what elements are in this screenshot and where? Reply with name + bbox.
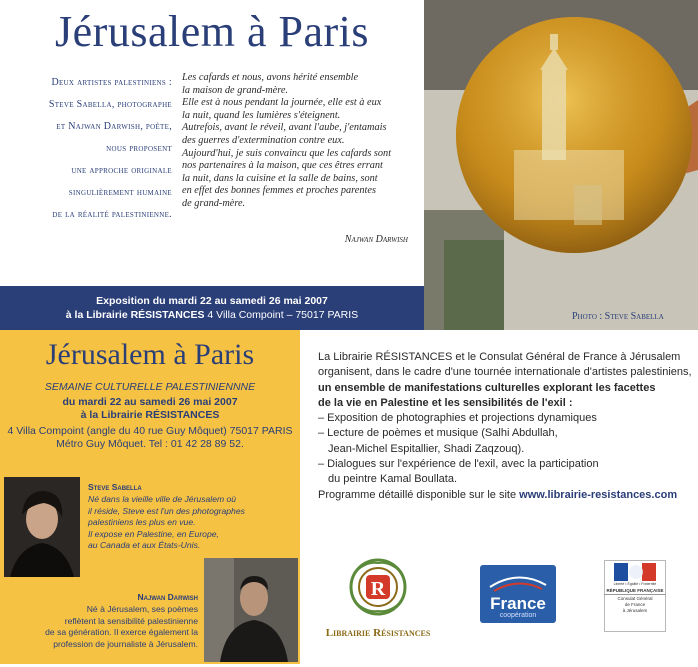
intro-line: et Najwan Darwish, poète, bbox=[56, 121, 172, 132]
poem-line: la nuit, dans la cuisine et la salle de bains, sont bbox=[182, 172, 378, 184]
bio-line: il réside, Steve est l'un des photographes bbox=[88, 505, 245, 516]
najwan-name: Najwan Darwish bbox=[137, 592, 198, 602]
librairie-letter: R bbox=[370, 578, 386, 600]
france-sub: coopération bbox=[499, 612, 537, 619]
program-link-line bbox=[318, 488, 696, 503]
poem-line: de grand-mère. bbox=[182, 197, 246, 209]
portrait-steve-sabella bbox=[4, 477, 80, 577]
bio-line: Né dans la vieille ville de Jérusalem où bbox=[88, 494, 237, 504]
marianne-flag bbox=[614, 563, 656, 581]
intro-line: singulièrement humaine bbox=[68, 187, 172, 198]
republic-motto: Liberté • Égalité • Fraternité bbox=[613, 582, 657, 586]
address-line: 4 Villa Compoint (angle du 40 rue Guy Môquet) 75017 PARIS bbox=[7, 425, 293, 437]
bio-line: reflètent la sensibilité palestinienne bbox=[64, 615, 198, 626]
consulat-line: de France bbox=[624, 602, 646, 607]
program-item: – Lecture de poèmes et musique (Salhi Abdullah, bbox=[318, 427, 558, 440]
band-address: 4 Villa Compoint – 75017 PARIS bbox=[204, 309, 359, 321]
program-item-cont: Jean-Michel Espitallier, Shadi Zaqzouq). bbox=[328, 442, 525, 455]
bio-line: de sa génération. Il exerce également la bbox=[45, 627, 198, 637]
poem-line: la nuit, quand les lumières s'éteignent. bbox=[182, 109, 341, 121]
metro-line: Métro Guy Môquet. Tel : 01 42 28 89 52. bbox=[56, 438, 244, 450]
program-item-cont: du peintre Kamal Boullata. bbox=[328, 473, 458, 486]
poem-line: Les cafards et nous, avons hérité ensemble bbox=[182, 72, 359, 83]
france-word: France bbox=[490, 594, 546, 613]
band-dates: Exposition du mardi 22 au samedi 26 mai 2007 bbox=[96, 295, 328, 307]
poem-line: nos partenaires à la maison, que ces êtres errant bbox=[182, 160, 383, 172]
desc-line-bold: de la vie en Palestine et les sensibilités de l'exil : bbox=[318, 396, 573, 409]
consulat-line: à Jérusalem bbox=[622, 608, 648, 613]
program-item: – Dialogues sur l'expérience de l'exil, avec la participation bbox=[318, 458, 599, 471]
photo-illustration bbox=[424, 0, 698, 330]
intro-line: de la réalité palestinienne. bbox=[52, 209, 172, 220]
consulat-name bbox=[604, 596, 666, 614]
venue-line: à la Librairie RÉSISTANCES bbox=[80, 409, 220, 421]
republic-name: RÉPUBLIQUE FRANÇAISE bbox=[604, 588, 666, 595]
photo-credit: Photo : Steve Sabella bbox=[572, 311, 664, 322]
portrait-najwan-darwish bbox=[204, 558, 298, 662]
poem-line: Aujourd'hui, je suis convaincu que les cafards sont bbox=[182, 147, 392, 159]
bio-line: Il expose en Palestine, en Europe, bbox=[88, 528, 219, 539]
najwan-bio bbox=[0, 604, 198, 650]
portrait-najwan-illustration bbox=[204, 558, 298, 662]
poem-line: Elle est à nous pendant la journée, elle est à eux bbox=[182, 97, 382, 109]
poem bbox=[182, 72, 420, 211]
dates-line: du mardi 22 au samedi 26 mai 2007 bbox=[62, 396, 238, 408]
photo-mosque-reflection bbox=[424, 0, 698, 330]
desc-line: organisent, dans le cadre d'une tournée internationale d'artistes palestiniens, bbox=[318, 366, 692, 379]
tricolor-flag bbox=[614, 563, 656, 581]
event-dates bbox=[0, 396, 300, 422]
bio-line: palestiniens les plus en vue. bbox=[88, 517, 196, 527]
poem-author: Najwan Darwish bbox=[344, 234, 408, 245]
intro-text bbox=[0, 72, 172, 226]
main-title: Jérusalem à Paris bbox=[55, 7, 369, 56]
exhibition-band bbox=[0, 286, 424, 330]
program-text: Programme détaillé disponible sur le site bbox=[318, 488, 520, 501]
librairie-logo-text: Librairie Résistances bbox=[325, 627, 431, 639]
week-subtitle: SEMAINE CULTURELLE PALESTINIENNNE bbox=[44, 381, 256, 393]
yellow-title: Jérusalem à Paris bbox=[45, 338, 255, 371]
bio-line: au Canada et aux États-Unis. bbox=[88, 540, 201, 550]
consulat-line: Consulat Général bbox=[617, 596, 653, 601]
steve-bio bbox=[88, 494, 278, 552]
website-link[interactable]: www.librairie-resistances.com bbox=[519, 488, 678, 501]
intro-line: Deux artistes palestiniens : bbox=[51, 77, 172, 88]
poem-line: des guerres d'extermination contre eux. bbox=[182, 134, 345, 146]
bio-line: Né à Jérusalem, ses poèmes bbox=[86, 604, 198, 614]
poem-line: Autrefois, avant le réveil, avant l'aube, j'entamais bbox=[182, 122, 387, 134]
desc-line-bold: un ensemble de manifestations culturelles explorant les facettes bbox=[318, 381, 656, 394]
intro-line: nous proposent bbox=[106, 143, 172, 154]
steve-name: Steve Sabella bbox=[88, 482, 142, 492]
desc-line: La Librairie RÉSISTANCES et le Consulat Général de France à Jérusalem bbox=[318, 351, 681, 363]
bio-line: profession de journaliste à Jérusalem. bbox=[53, 638, 198, 649]
event-address bbox=[0, 425, 300, 451]
poem-line: la maison de grand-mère. bbox=[182, 84, 289, 96]
intro-line: une approche originale bbox=[71, 165, 172, 176]
librairie-emblem bbox=[316, 555, 440, 627]
program-description bbox=[318, 350, 696, 503]
band-venue: à la Librairie RÉSISTANCES bbox=[65, 309, 205, 321]
program-item: – Exposition de photographies et projections dynamiques bbox=[318, 412, 597, 425]
portrait-steve-illustration bbox=[4, 477, 80, 577]
poem-line: en effet des bonnes femmes et proches parentes bbox=[182, 185, 376, 197]
intro-line: Steve Sabella, photographe bbox=[48, 99, 172, 110]
